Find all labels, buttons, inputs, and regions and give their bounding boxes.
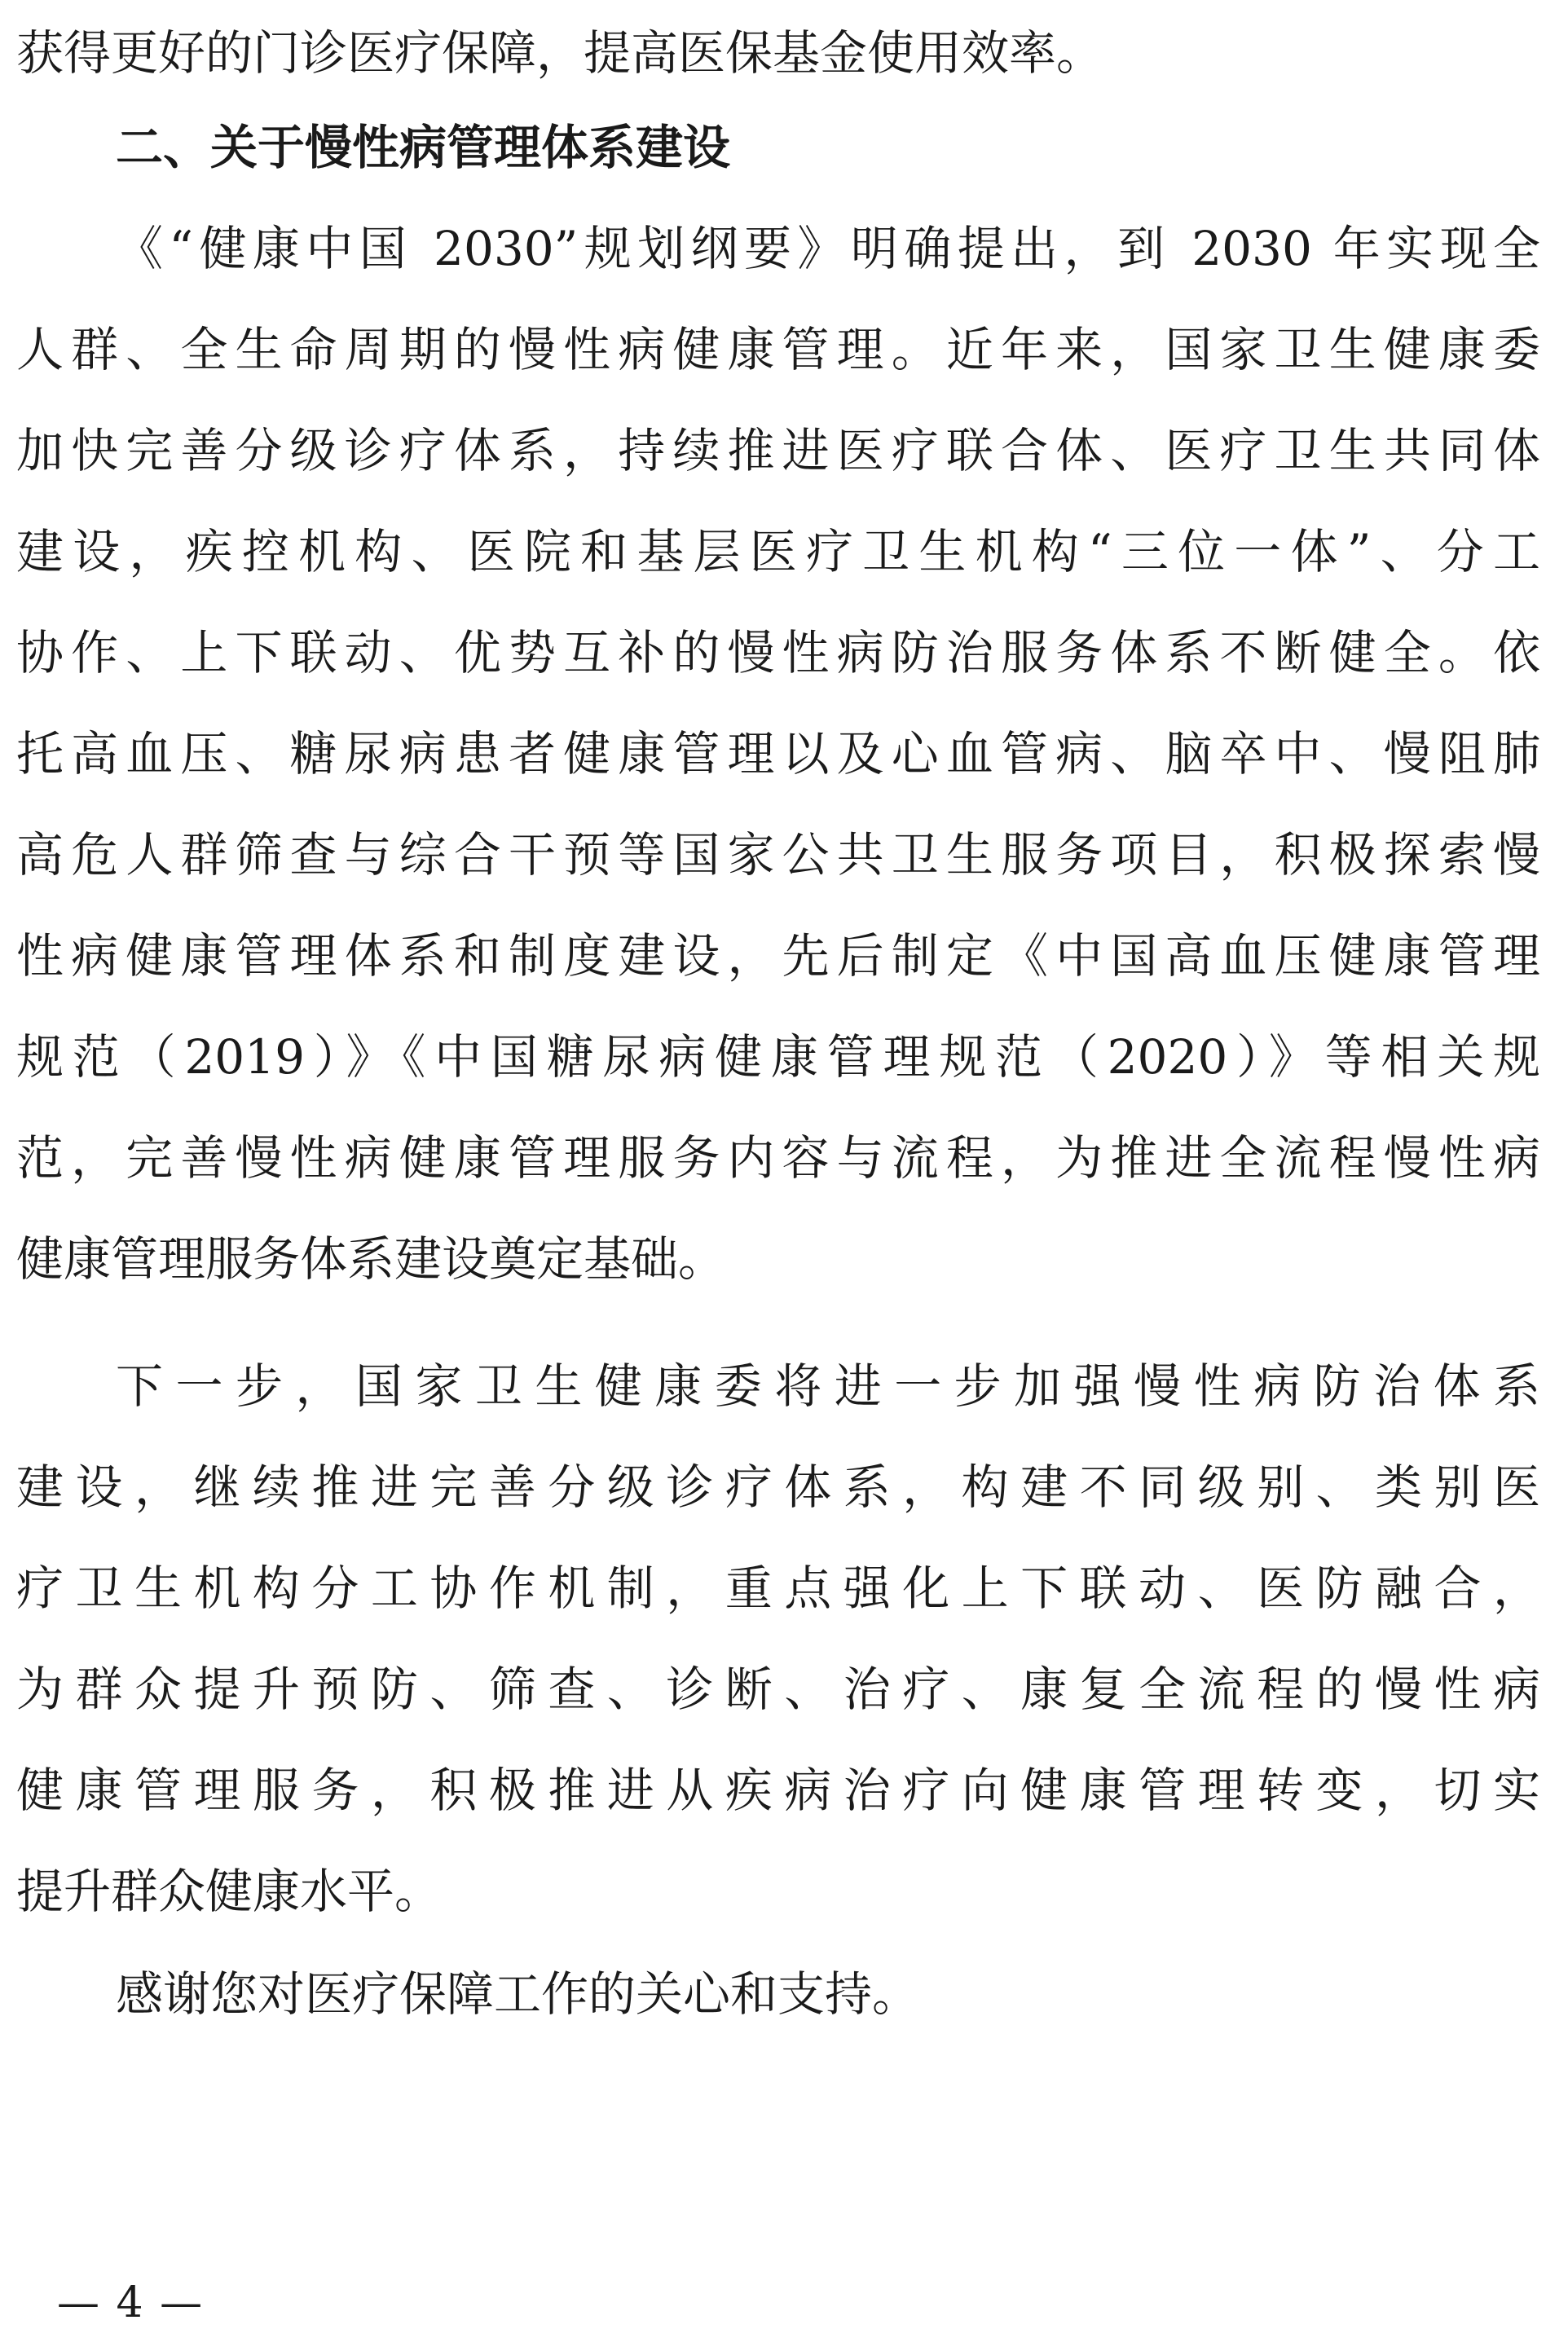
text-line: 建设，继续推进完善分级诊疗体系，构建不同级别、类别医 xyxy=(16,1459,1540,1515)
text-line: 健康管理服务体系建设奠定基础。 xyxy=(16,1231,726,1287)
text-line: 提升群众健康水平。 xyxy=(16,1864,443,1919)
text-line: 规范（2019）》《中国糖尿病健康管理规范（2020）》等相关规 xyxy=(16,1029,1540,1085)
text-line: 人群、全生命周期的慢性病健康管理。近年来，国家卫生健康委 xyxy=(16,322,1540,377)
page-number: — 4 — xyxy=(57,2278,205,2327)
text-line: 疗卫生机构分工协作机制，重点强化上下联动、医防融合， xyxy=(16,1561,1540,1616)
text-line: 《“健康中国 2030”规划纲要》明确提出，到 2030 年实现全 xyxy=(116,221,1540,276)
text-line: 为群众提升预防、筛查、诊断、治疗、康复全流程的慢性病 xyxy=(16,1662,1540,1717)
text-line: 健康管理服务，积极推进从疾病治疗向健康管理转变，切实 xyxy=(16,1763,1540,1818)
text-line: 高危人群筛查与综合干预等国家公共卫生服务项目，积极探索慢 xyxy=(16,827,1540,883)
text-line: 下一步，国家卫生健康委将进一步加强慢性病防治体系 xyxy=(116,1358,1540,1414)
text-line: 感谢您对医疗保障工作的关心和支持。 xyxy=(116,1966,920,2022)
text-line: 加快完善分级诊疗体系，持续推进医疗联合体、医疗卫生共同体 xyxy=(16,423,1540,478)
text-line: 性病健康管理体系和制度建设，先后制定《中国高血压健康管理 xyxy=(16,928,1540,984)
section-heading: 二、关于慢性病管理体系建设 xyxy=(116,120,731,175)
text-line: 托高血压、糖尿病患者健康管理以及心血管病、脑卒中、慢阻肺 xyxy=(16,726,1540,781)
text-line: 范，完善慢性病健康管理服务内容与流程，为推进全流程慢性病 xyxy=(16,1130,1540,1186)
text-line: 获得更好的门诊医疗保障，提高医保基金使用效率。 xyxy=(16,25,1104,81)
text-line: 建设，疾控机构、医院和基层医疗卫生机构“三位一体”、分工 xyxy=(16,524,1540,579)
text-line: 协作、上下联动、优势互补的慢性病防治服务体系不断健全。依 xyxy=(16,625,1540,680)
